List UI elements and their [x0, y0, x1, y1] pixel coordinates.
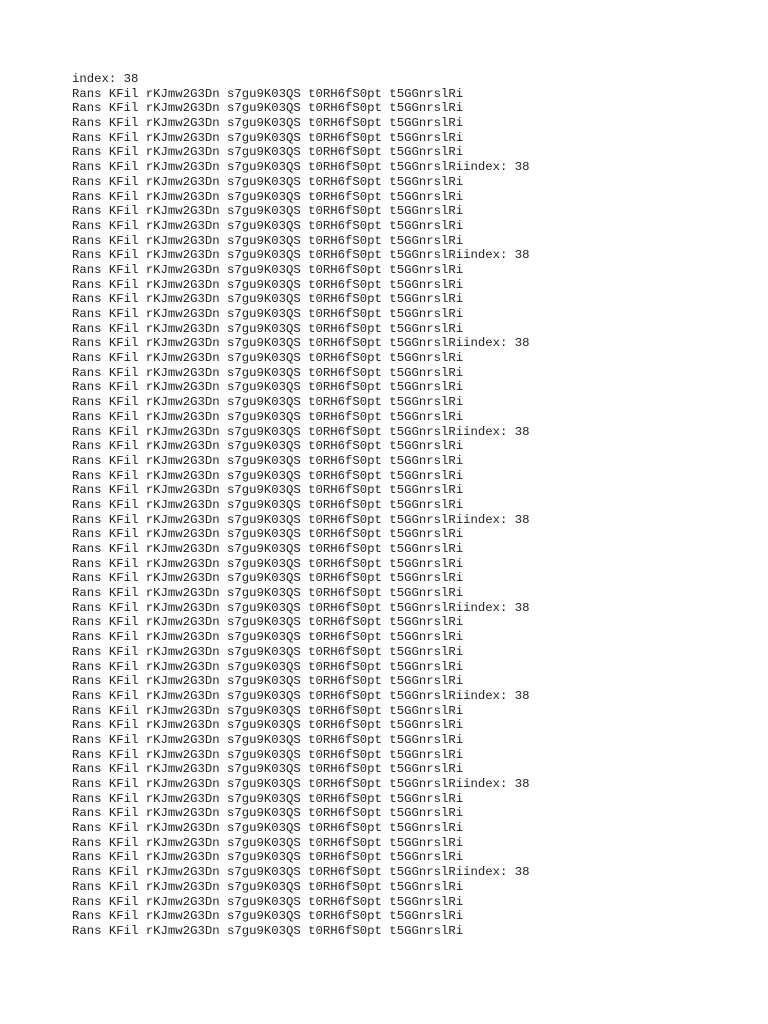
text-line: Rans KFil rKJmw2G3Dn s7gu9K03QS t0RH6fS0pt t5GGnrslRi: [72, 351, 464, 366]
text-line: Rans KFil rKJmw2G3Dn s7gu9K03QS t0RH6fS0pt t5GGnrslRiindex: 38: [72, 777, 530, 791]
text-line: Rans KFil rKJmw2G3Dn s7gu9K03QS t0RH6fS0pt t5GGnrslRi: [72, 365, 464, 380]
text-line: Rans KFil rKJmw2G3Dn s7gu9K03QS t0RH6fS0pt t5GGnrslRi: [72, 571, 464, 586]
text-line: Rans KFil rKJmw2G3Dn s7gu9K03QS t0RH6fS0pt t5GGnrslRi: [72, 409, 464, 424]
text-line: Rans KFil rKJmw2G3Dn s7gu9K03QS t0RH6fS0pt t5GGnrslRi: [72, 586, 464, 601]
text-line: Rans KFil rKJmw2G3Dn s7gu9K03QS t0RH6fS0pt t5GGnrslRi: [72, 439, 464, 454]
text-line: Rans KFil rKJmw2G3Dn s7gu9K03QS t0RH6fS0pt t5GGnrslRi: [72, 292, 464, 307]
text-line: Rans KFil rKJmw2G3Dn s7gu9K03QS t0RH6fS0pt t5GGnrslRiindex: 38: [72, 424, 530, 439]
text-line: Rans KFil rKJmw2G3Dn s7gu9K03QS t0RH6fS0pt t5GGnrslRi: [72, 791, 464, 806]
text-line: Rans KFil rKJmw2G3Dn s7gu9K03QS t0RH6fS0pt t5GGnrslRi: [72, 879, 464, 894]
text-line: Rans KFil rKJmw2G3Dn s7gu9K03QS t0RH6fS0pt t5GGnrslRi: [72, 468, 464, 483]
text-line: Rans KFil rKJmw2G3Dn s7gu9K03QS t0RH6fS0pt t5GGnrslRiindex: 38: [72, 865, 530, 880]
text-line: Rans KFil rKJmw2G3Dn s7gu9K03QS t0RH6fS0pt t5GGnrslRi: [72, 527, 464, 542]
document-text-body: [72, 72, 530, 939]
text-line: Rans KFil rKJmw2G3Dn s7gu9K03QS t0RH6fS0pt t5GGnrslRiindex: 38: [72, 248, 530, 263]
text-line: Rans KFil rKJmw2G3Dn s7gu9K03QS t0RH6fS0pt t5GGnrslRiindex: 38: [72, 512, 530, 527]
document-header-line: index: 38: [72, 72, 139, 86]
text-line: Rans KFil rKJmw2G3Dn s7gu9K03QS t0RH6fS0pt t5GGnrslRi: [72, 233, 464, 248]
text-line: Rans KFil rKJmw2G3Dn s7gu9K03QS t0RH6fS0pt t5GGnrslRi: [72, 732, 464, 747]
text-line: Rans KFil rKJmw2G3Dn s7gu9K03QS t0RH6fS0pt t5GGnrslRi: [72, 762, 464, 777]
text-line: Rans KFil rKJmw2G3Dn s7gu9K03QS t0RH6fS0pt t5GGnrslRi: [72, 703, 464, 718]
text-line: Rans KFil rKJmw2G3Dn s7gu9K03QS t0RH6fS0pt t5GGnrslRi: [72, 130, 464, 145]
text-line: Rans KFil rKJmw2G3Dn s7gu9K03QS t0RH6fS0pt t5GGnrslRi: [72, 395, 464, 410]
text-line: Rans KFil rKJmw2G3Dn s7gu9K03QS t0RH6fS0pt t5GGnrslRi: [72, 497, 464, 512]
text-line: Rans KFil rKJmw2G3Dn s7gu9K03QS t0RH6fS0pt t5GGnrslRiindex: 38: [72, 688, 530, 703]
text-line: Rans KFil rKJmw2G3Dn s7gu9K03QS t0RH6fS0pt t5GGnrslRi: [72, 659, 464, 674]
text-line: Rans KFil rKJmw2G3Dn s7gu9K03QS t0RH6fS0pt t5GGnrslRi: [72, 174, 464, 189]
text-line: Rans KFil rKJmw2G3Dn s7gu9K03QS t0RH6fS0pt t5GGnrslRi: [72, 101, 464, 116]
text-line: Rans KFil rKJmw2G3Dn s7gu9K03QS t0RH6fS0pt t5GGnrslRi: [72, 145, 464, 160]
text-line: Rans KFil rKJmw2G3Dn s7gu9K03QS t0RH6fS0pt t5GGnrslRi: [72, 894, 464, 909]
text-line: Rans KFil rKJmw2G3Dn s7gu9K03QS t0RH6fS0pt t5GGnrslRiindex: 38: [72, 160, 530, 175]
text-line: Rans KFil rKJmw2G3Dn s7gu9K03QS t0RH6fS0pt t5GGnrslRi: [72, 116, 464, 131]
text-line: Rans KFil rKJmw2G3Dn s7gu9K03QS t0RH6fS0pt t5GGnrslRi: [72, 806, 464, 821]
text-line: Rans KFil rKJmw2G3Dn s7gu9K03QS t0RH6fS0pt t5GGnrslRi: [72, 747, 464, 762]
text-line: Rans KFil rKJmw2G3Dn s7gu9K03QS t0RH6fS0pt t5GGnrslRi: [72, 850, 464, 865]
text-line: Rans KFil rKJmw2G3Dn s7gu9K03QS t0RH6fS0pt t5GGnrslRi: [72, 189, 464, 204]
text-line: Rans KFil rKJmw2G3Dn s7gu9K03QS t0RH6fS0pt t5GGnrslRi: [72, 262, 464, 277]
text-line: Rans KFil rKJmw2G3Dn s7gu9K03QS t0RH6fS0pt t5GGnrslRiindex: 38: [72, 600, 530, 615]
text-line: Rans KFil rKJmw2G3Dn s7gu9K03QS t0RH6fS0pt t5GGnrslRi: [72, 204, 464, 219]
text-line: Rans KFil rKJmw2G3Dn s7gu9K03QS t0RH6fS0pt t5GGnrslRi: [72, 923, 464, 938]
text-line: Rans KFil rKJmw2G3Dn s7gu9K03QS t0RH6fS0pt t5GGnrslRi: [72, 218, 464, 233]
text-line: Rans KFil rKJmw2G3Dn s7gu9K03QS t0RH6fS0pt t5GGnrslRi: [72, 644, 464, 659]
text-line: Rans KFil rKJmw2G3Dn s7gu9K03QS t0RH6fS0pt t5GGnrslRi: [72, 556, 464, 571]
text-line: Rans KFil rKJmw2G3Dn s7gu9K03QS t0RH6fS0pt t5GGnrslRi: [72, 909, 464, 924]
text-line: Rans KFil rKJmw2G3Dn s7gu9K03QS t0RH6fS0pt t5GGnrslRi: [72, 615, 464, 630]
text-line: Rans KFil rKJmw2G3Dn s7gu9K03QS t0RH6fS0pt t5GGnrslRi: [72, 630, 464, 645]
text-line: Rans KFil rKJmw2G3Dn s7gu9K03QS t0RH6fS0pt t5GGnrslRiindex: 38: [72, 336, 530, 351]
text-line: Rans KFil rKJmw2G3Dn s7gu9K03QS t0RH6fS0pt t5GGnrslRi: [72, 821, 464, 836]
text-line: Rans KFil rKJmw2G3Dn s7gu9K03QS t0RH6fS0pt t5GGnrslRi: [72, 277, 464, 292]
text-line: Rans KFil rKJmw2G3Dn s7gu9K03QS t0RH6fS0pt t5GGnrslRi: [72, 380, 464, 395]
text-line: Rans KFil rKJmw2G3Dn s7gu9K03QS t0RH6fS0pt t5GGnrslRi: [72, 835, 464, 850]
text-line: Rans KFil rKJmw2G3Dn s7gu9K03QS t0RH6fS0pt t5GGnrslRi: [72, 483, 464, 498]
text-line: Rans KFil rKJmw2G3Dn s7gu9K03QS t0RH6fS0pt t5GGnrslRi: [72, 674, 464, 689]
text-line: Rans KFil rKJmw2G3Dn s7gu9K03QS t0RH6fS0pt t5GGnrslRi: [72, 321, 464, 336]
text-line: Rans KFil rKJmw2G3Dn s7gu9K03QS t0RH6fS0pt t5GGnrslRi: [72, 453, 464, 468]
text-line: Rans KFil rKJmw2G3Dn s7gu9K03QS t0RH6fS0pt t5GGnrslRi: [72, 542, 464, 556]
text-line: Rans KFil rKJmw2G3Dn s7gu9K03QS t0RH6fS0pt t5GGnrslRi: [72, 718, 464, 733]
text-line: Rans KFil rKJmw2G3Dn s7gu9K03QS t0RH6fS0pt t5GGnrslRi: [72, 86, 464, 101]
text-line: Rans KFil rKJmw2G3Dn s7gu9K03QS t0RH6fS0pt t5GGnrslRi: [72, 307, 464, 321]
